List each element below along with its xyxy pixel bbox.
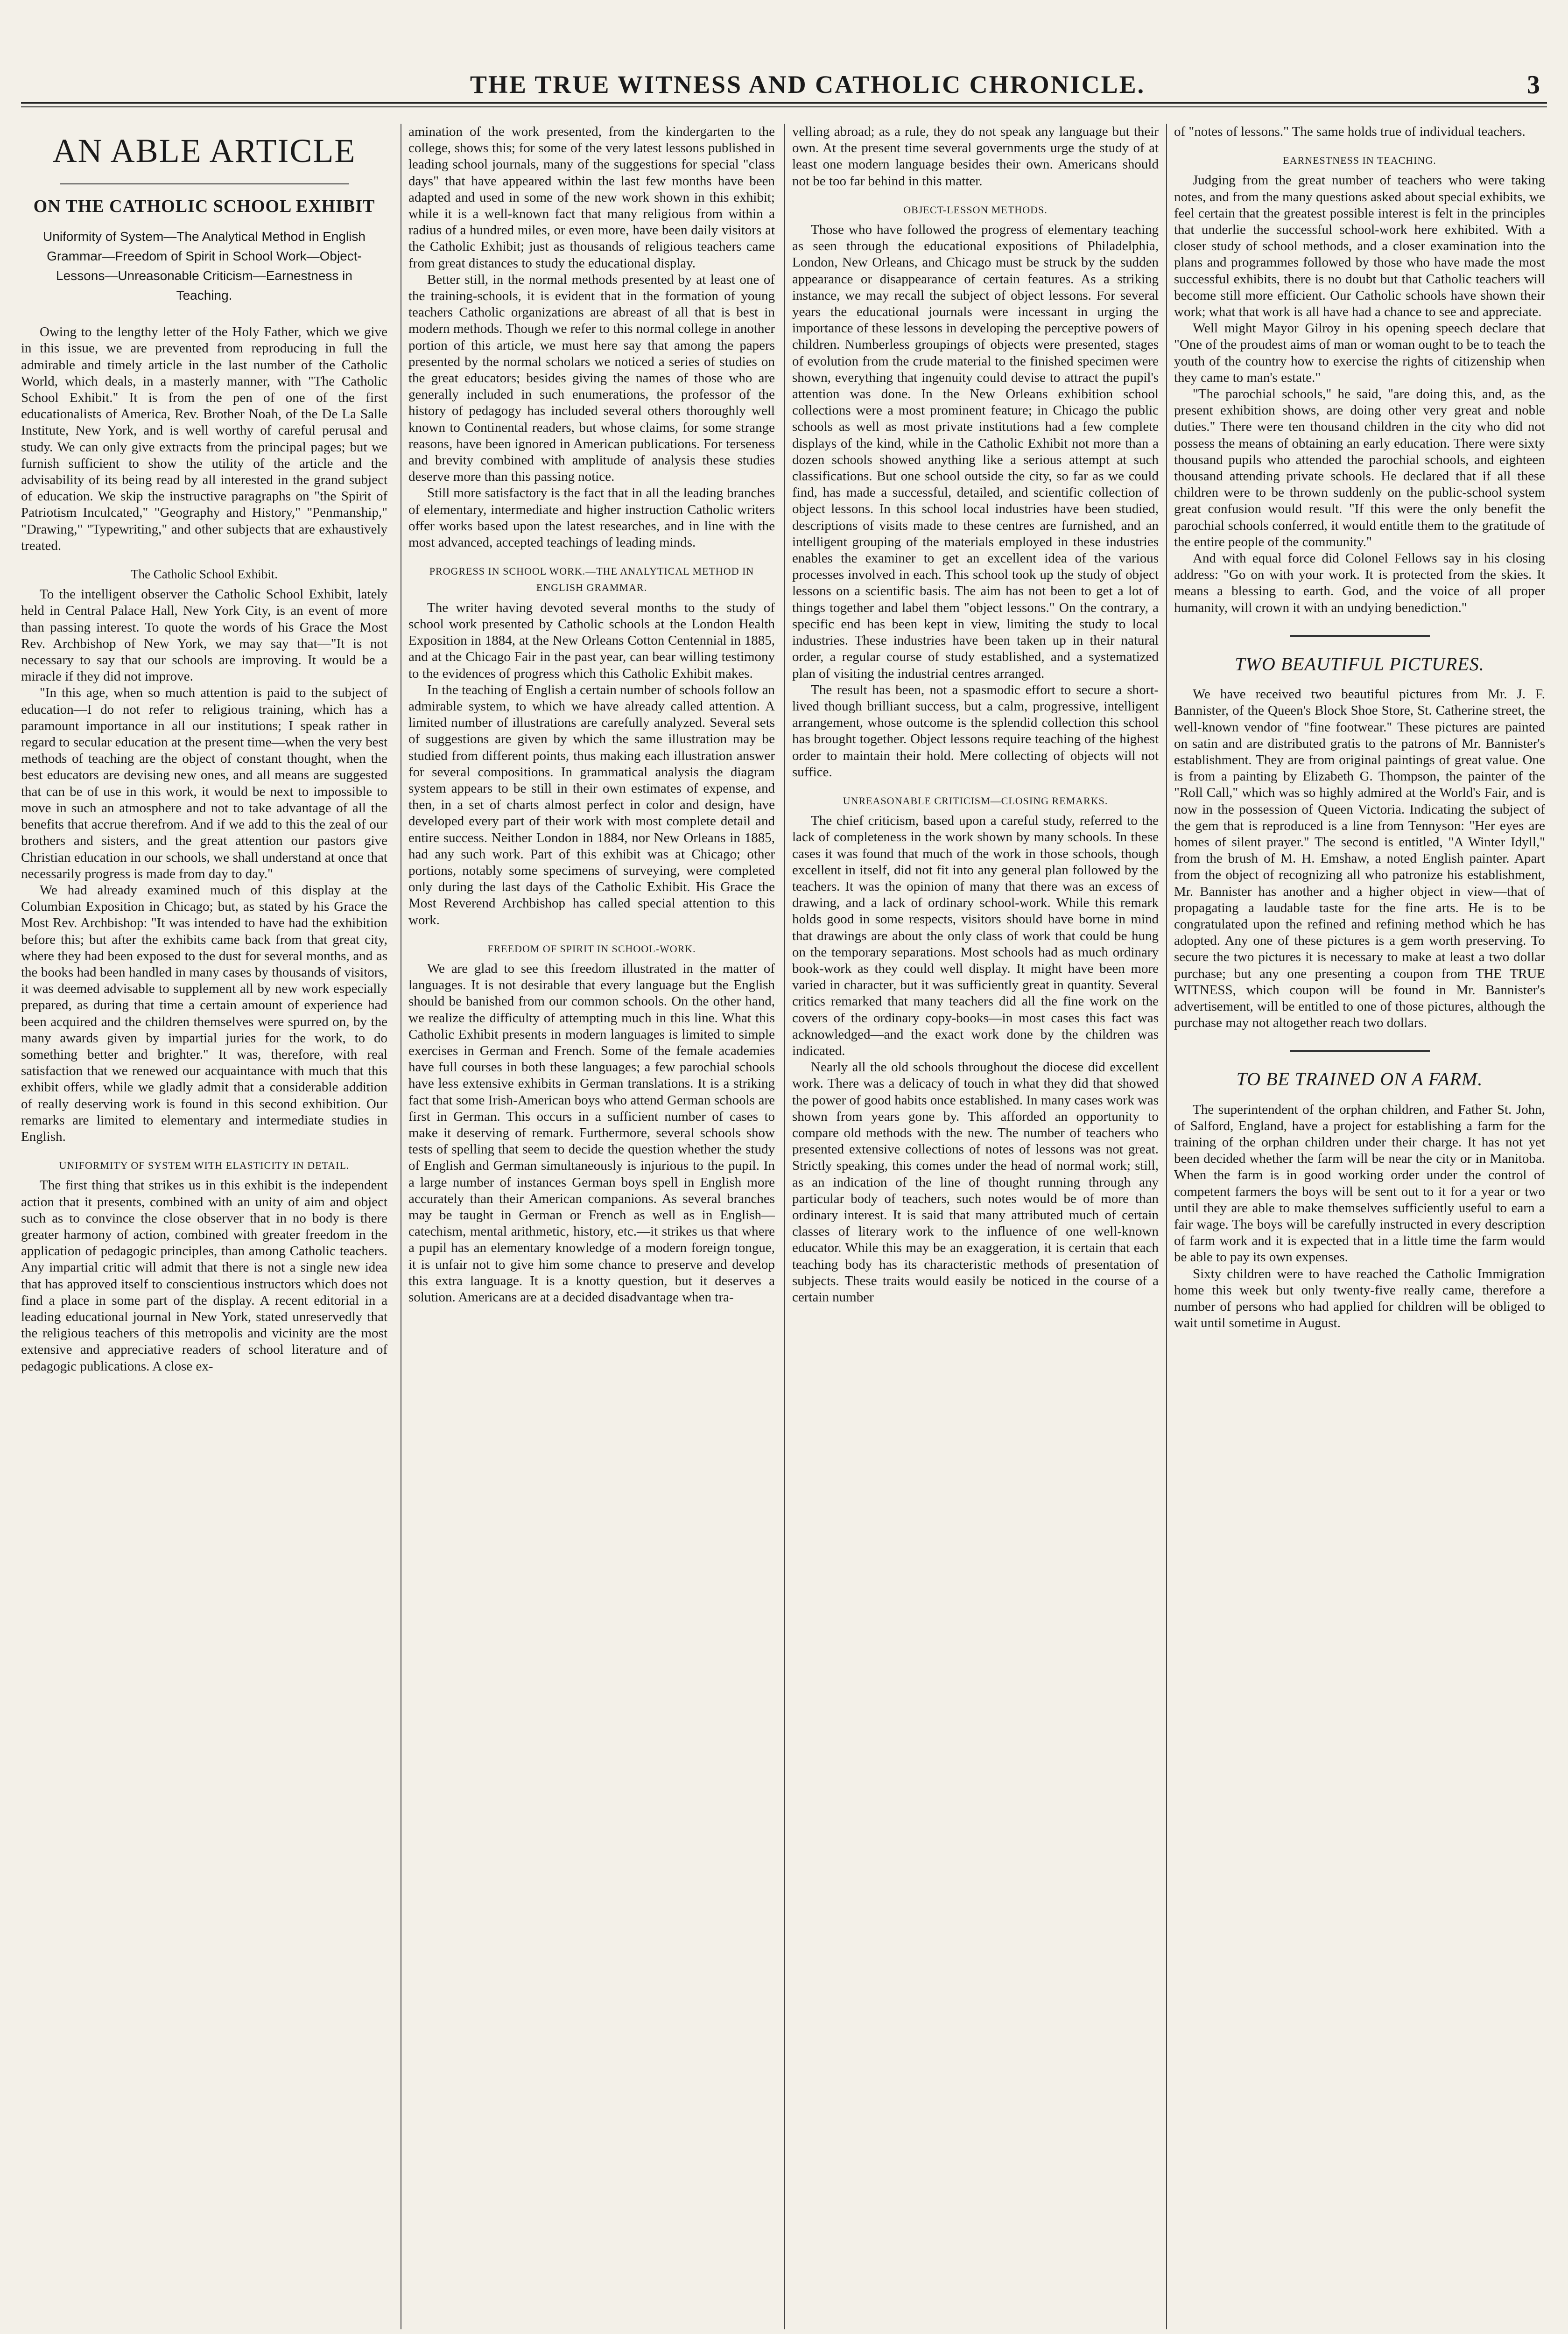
column-rule [784, 124, 785, 2329]
paragraph: The result has been, not a spasmodic effort to secure a short-lived though brilliant success, but a calm, progressive, intelligent arrangement, whose outcome is the splendid collection this school has brought together. Object lessons require teaching of the highest order to maintain their hold. Mere collecting of objects will not suffice. [792, 682, 1159, 780]
column-1 [21, 124, 387, 2334]
section-separator [1290, 635, 1430, 637]
column-2 [408, 124, 775, 2334]
paragraph: In the teaching of English a certain number of schools follow an admirable system, to which we have already called attention. A limited number of illustrations are carefully analyzed. Several sets of suggestions are given by which the same illustration may be studied from different points, thus making each illustration answer for several compositions. In grammatical analysis the diagram system appears to be still in their own estimates of expense, and then, in a set of charts almost perfect in color and design, have developed every part of their work with most complete detail and entire success. Neither London in 1884, nor New Orleans in 1885, had any such work. Part of this exhibit was at Chicago; other portions, notably some specimens of surveying, were completed only during the last days of the Catholic Exhibit. His Grace the Most Reverend Archbishop has called special attention to this work. [408, 682, 775, 928]
paragraph: The superintendent of the orphan children, and Father St. John, of Salford, England, have a project for establishing a farm for the training of the orphan children under their charge. It has not yet been decided whether the farm will be near the city or in Manitoba. When the farm is in good working order under the control of competent farmers the boys will be sent out to it for a year or two until they are able to make themselves sufficiently useful to earn a fair wage. The boys will be carefully instructed in every description of farm work and it is expected that in a little time the farm would be able to pay its own expenses. [1174, 1102, 1545, 1265]
section-separator [1290, 1050, 1430, 1052]
column-3 [792, 124, 1159, 2334]
paragraph: To the intelligent observer the Catholic School Exhibit, lately held in Central Palace Hall, New York City, is an event of more than passing interest. To quote the words of his Grace the Most Rev. Archbishop of New York, we may say that—"It is not necessary to say that our schools are improving. It would be a miracle if they did not improve. [21, 587, 387, 684]
article-headline: TWO BEAUTIFUL PICTURES. [1235, 653, 1484, 675]
paragraph: We have received two beautiful pictures from Mr. J. F. Bannister, of the Queen's Block Shoe Store, St. Catherine street, the well-known vendor of "fine footwear." These pictures are painted on satin and are distributed gratis to the patrons of Mr. Bannister's establishment. They are from original paintings of great value. One is from a painting by Elizabeth G. Thompson, the painter of the "Roll Call," which was so highly admired at the World's Fair, and is now in the possession of Queen Victoria. Indicating the subject of the gem that is reproduced is a line from Tennyson: "Her eyes are homes of silent prayer." The second is entitled, "A Winter Idyll," from the brush of M. H. Emshaw, a noted English painter. Apart from the object of recognizing all who patronize his establishment, Mr. Bannister has another and a higher object in view—that of propagating a laudable taste for the fine arts. He is to be congratulated upon the refined and refining method which he has adopted. Any one of these pictures is a gem worth preserving. To secure the two pictures it is necessary to make at least a two dollar purchase; but any one presenting a coupon from THE TRUE WITNESS, which coupon will be found in Mr. Bannister's advertisement, will be entitled to one of those pictures, although the purchase may not altogether reach two dollars. [1174, 687, 1545, 1031]
paragraph: We had already examined much of this display at the Columbian Exposition in Chicago; but, as stated by his Grace the Most Rev. Archbishop: "It was intended to have had the exhibition before this; but after the exhibits came back from that great city, where they had been exposed to the dust for several months, and as the books had been handled in many cases by thousands of visitors, it was deemed advisable to supplement all by new work especially prepared, as during that time a certain amount of experience had been acquired and the children themselves were spurred on, by the many awards given by impartial juries for the work, to do something better and brighter." It was, therefore, with real satisfaction that we renewed our acquaintance with much that this exhibit offers, while we gladly admit that a considerable addition of really deserving work is found in this second exhibition. Our remarks are limited to elementary and intermediate studies in English. [21, 882, 387, 1144]
section-heading: FREEDOM OF SPIRIT IN SCHOOL-WORK. [487, 942, 696, 955]
paragraph: The chief criticism, based upon a careful study, referred to the lack of completeness in the work shown by many schools. In these cases it was found that much of the work in those schools, though excellent in itself, did not fit into any general plan followed by the teachers. It was the opinion of many that there was an excess of drawing, and a lack of ordinary school-work. While this remark holds good in some respects, visitors should have borne in mind that drawings are about the only class of work that could be hung on the temporary separations. Most schools had as much ordinary book-work as they could well display. It might have been more varied in character, but it was sufficiently great in quantity. Several critics remarked that many teachers did all the fine work on the covers of the ordinary copy-books—in most cases this fact was acknowledged—and the exact work done by the children was indicated. [792, 813, 1159, 1058]
article-headline: TO BE TRAINED ON A FARM. [1236, 1069, 1483, 1090]
paragraph: "The parochial schools," he said, "are doing this, and, as the present exhibition shows, are doing other very great and noble duties." There were ten thousand children in the city who did not possess the means of obtaining an early education. There were sixty thousand pupils who attended the parochial schools, and eighteen thousand attending private schools. He declared that if all these children were to be thrown suddenly on the public-school system great confusion would result. "If this were the only benefit the parochial schools conferred, it would entitle them to the gratitude of the entire people of the community." [1174, 387, 1545, 549]
paragraph: Still more satisfactory is the fact that in all the leading branches of elementary, intermediate and higher instruction Catholic writers offer works based upon the latest researches, and in line with the most advanced, accepted teachings of leading minds. [408, 485, 775, 550]
deck: Uniformity of System—The Analytical Method in English Grammar—Freedom of Spirit in School Work—Object-Lessons—Unreasonable Criticism—Earnestness in Teaching. [43, 229, 366, 303]
section-heading: UNIFORMITY OF SYSTEM WITH ELASTICITY IN DETAIL. [59, 1160, 350, 1172]
paragraph: We are glad to see this freedom illustrated in the matter of languages. It is not desirable that every language but the English should be banished from our common schools. On the other hand, we realize the difficulty of attempting much in this line. What this Catholic Exhibit presents in modern languages is limited to simple exercises in German and French. Some of the female academies have full courses in both these languages; a few parochial schools have less extensive exhibits in German translations. It is a striking fact that some Irish-American boys who attend German schools are first in German. This occurs in a sufficient number of cases to make it deserving of remark. Furthermore, several schools show tests of spelling that seem to decide the question whether the study of English and German simultaneously is injurious to the pupil. In a large number of instances German boys spell in English more accurately than their American companions. As several branches may be taught in German or French as well as in English—catechism, mental arithmetic, history, etc.—it strikes us that where a pupil has an elementary knowledge of a modern foreign tongue, it is unfair not to give him some chance to preserve and develop this extra language. It is a knotty question, but it deserves a solution. Americans are at a decided disadvantage when tra- [408, 961, 775, 1305]
paragraph: amination of the work presented, from the kindergarten to the college, shows this; for some of the very latest lessons published in leading school journals, many of the suggestions for special "class days" that have appeared within the last few months have been adapted and used in some of the new work shown in this exhibit; while it is a well-known fact that many religious from within a radius of a hundred miles, or even more, have been daily visitors at the Catholic Exhibit; just as thousands of religious teachers came from great distances to study the educational display. [408, 124, 775, 271]
paragraph: Those who have followed the progress of elementary teaching as seen through the educational expositions of Philadelphia, London, New Orleans, and Chicago must be struck by the sudden appearance or disappearance of certain features. As a striking instance, we may recall the subject of object lessons. For several years the educational journals were incessant in urging the importance of these lessons in developing the perceptive powers of children. Numberless groupings of objects were presented, stages of evolution from the crude material to the finished specimen were shown, everything that ingenuity could devise to attract the pupil's attention was done. In the New Orleans exhibition school collections were a most prominent feature; in Chicago the public schools as well as most private institutions had a few complete displays of the kind, while in the Catholic Exhibit not more than a dozen schools showed anything like a serious attempt at such classifications. But one school outside the city, so far as we could find, has made a successful, detailed, and scientific collection of object lessons. In this school local industries have been studied, descriptions of visits made to these centres are furnished, and an intelligent grouping of the materials employed in these industries enables the examiner to get an excellent idea of the various processes involved in each. This school took up the study of object lessons on a scientific basis. The aim has not been to get a lot of things together and label them "object lessons." On the contrary, a specific end has been kept in view, limiting the study to local industries. These industries have been taken up in their natural order, a regular course of study established, and a systematized plan of visiting the industrial centres arranged. [792, 222, 1159, 681]
paragraph: Well might Mayor Gilroy in his opening speech declare that "One of the proudest aims of man or woman ought to be to teach the youth of the country how to exercise the rights of citizenship when they came to man's estate." [1174, 321, 1545, 385]
paragraph: The first thing that strikes us in this exhibit is the independent action that it presents, combined with an unity of aim and object such as to convince the close observer that in no body is there greater harmony of action, combined with greater freedom in the application of pedagogic principles, than among Catholic teachers. Any impartial critic will admit that there is not a single new idea that has approved itself to conscientious instructors which does not find a place in some part of the display. A recent editorial in a leading educational journal in New York, stated unreservedly that the religious teachers of this metropolis and vicinity are the most extensive and appreciative readers of school literature and of pedagogic publications. A close ex- [21, 1178, 387, 1374]
masthead-rule [21, 102, 1547, 104]
section-heading: PROGRESS IN SCHOOL WORK.—THE ANALYTICAL METHOD IN ENGLISH GRAMMAR. [429, 565, 754, 594]
section-heading: OBJECT-LESSON METHODS. [903, 204, 1048, 216]
page-number: 3 [1527, 70, 1540, 99]
paragraph: "In this age, when so much attention is paid to the subject of education—I do not refer to religious training, which has a paramount importance in all our institutions; I speak rather in regard to secular education at the present time—when the very best methods of teaching are the object of constant thought, when the best educators are devising new ones, and all means are suggested that can be of use in this work, it would be next to impossible to move in such an atmosphere and not to take advantage of all the benefits that accrue therefrom. And if we add to this the zeal of our brothers and sisters, and the great attention our pastors give Christian education in our schools, we shall understand at once that necessarily progress is made from day to day." [21, 685, 387, 881]
column-rule [1166, 124, 1167, 2329]
column-4 [1174, 124, 1545, 2334]
masthead-rule-thin [21, 106, 1547, 107]
kicker: ON THE CATHOLIC SCHOOL EXHIBIT [33, 197, 375, 216]
section-heading: EARNESTNESS IN TEACHING. [1283, 155, 1436, 167]
paragraph: Better still, in the normal methods presented by at least one of the training-schools, it is evident that in the formation of young teachers Catholic organizations are abreast of all that is best in modern methods. Though we refer to this normal college in another portion of this article, we must here say that among the papers presented by the normal scholars we noticed a series of studies on the great educators; besides giving the names of those who are generally included in such enumerations, the professor of the history of pedagogy has included several others thoroughly well known to Continental readers, but whose claims, for some strange reasons, have been ignored in American publications. For terseness and brevity combined with amplitude of analysis these studies deserve more than this passing notice. [408, 272, 775, 485]
paragraph: Nearly all the old schools throughout the diocese did excellent work. There was a delicacy of touch in what they did that showed the power of good habits once established. In many cases work was shown from years gone by. This afforded an opportunity to compare old methods with the new. The number of teachers who presented extensive collections of notes of lessons was not great. Strictly speaking, this comes under the head of normal work; still, as an indication of the line of thought running through any particular body of teachers, such notes would be of more than ordinary interest. It is said that many attributed much of certain classes of literary work to the influence of one well-known educator. While this may be an exaggeration, it is certain that each teaching body has its characteristic methods of presentation of subjects. These traits would easily be noticed in the course of a certain number [792, 1060, 1159, 1305]
paragraph: The writer having devoted several months to the study of school work presented by Catholic schools at the London Health Exposition in 1884, at the New Orleans Cotton Centennial in 1885, and at the Chicago Fair in the past year, can bear willing testimony to the evidences of progress which this Catholic Exhibit makes. [408, 600, 775, 681]
paragraph: And with equal force did Colonel Fellows say in his closing address: "Go on with your work. It is protected from the skies. It means a blessing to earth. God, and the voice of all proper humanity, will crown it with an undying benediction." [1174, 551, 1545, 615]
paragraph: Sixty children were to have reached the Catholic Immigration home this week but only twenty-five really came, therefore a number of persons who had applied for children will be obliged to wait until sometime in August. [1174, 1266, 1545, 1331]
headline-rule [60, 183, 349, 184]
paragraph: Owing to the lengthy letter of the Holy Father, which we give in this issue, we are prevented from reproducing in full the admirable and timely article in the last number of the Catholic World, which deals, in a masterly manner, with "The Catholic School Exhibit." It is from the pen of one of the first educationalists of America, Rev. Brother Noah, of the De La Salle Institute, New York, and is well worthy of careful perusal and study. We can only give extracts from the principal pages; but we furnish sufficient to show the utility of the article and the advisability of its being read by all interested in the grand subject of education. We skip the instructive paragraphs on "the Spirit of Patriotism Inculcated," "Geography and History," "Penmanship," "Drawing," "Typewriting," and other subjects that are exhaustively treated. [21, 324, 387, 553]
section-heading: UNREASONABLE CRITICISM—CLOSING REMARKS. [843, 794, 1108, 807]
newspaper-title: THE TRUE WITNESS AND CATHOLIC CHRONICLE. [470, 70, 1146, 98]
masthead [0, 0, 1568, 117]
subheading: The Catholic School Exhibit. [131, 567, 278, 582]
paragraph: velling abroad; as a rule, they do not speak any language but their own. At the present time several governments urge the study of at least one modern language besides their own. Americans should not be too far behind in this matter. [792, 124, 1159, 189]
paragraph: of "notes of lessons." The same holds true of individual teachers. [1174, 124, 1526, 139]
headline: AN ABLE ARTICLE [52, 132, 356, 169]
paragraph: Judging from the great number of teachers who were taking notes, and from the many questions asked about special exhibits, we feel certain that the greatest possible interest is felt in the principles that underlie the successful school-work here exhibited. With a closer study of school methods, and a closer examination into the plans and programmes followed by those who have made the most successful exhibits, there is no doubt but that Catholic teachers will become still more efficient. Our Catholic schools have shown their work; what that work is all have had a chance to see and appreciate. [1174, 173, 1545, 320]
